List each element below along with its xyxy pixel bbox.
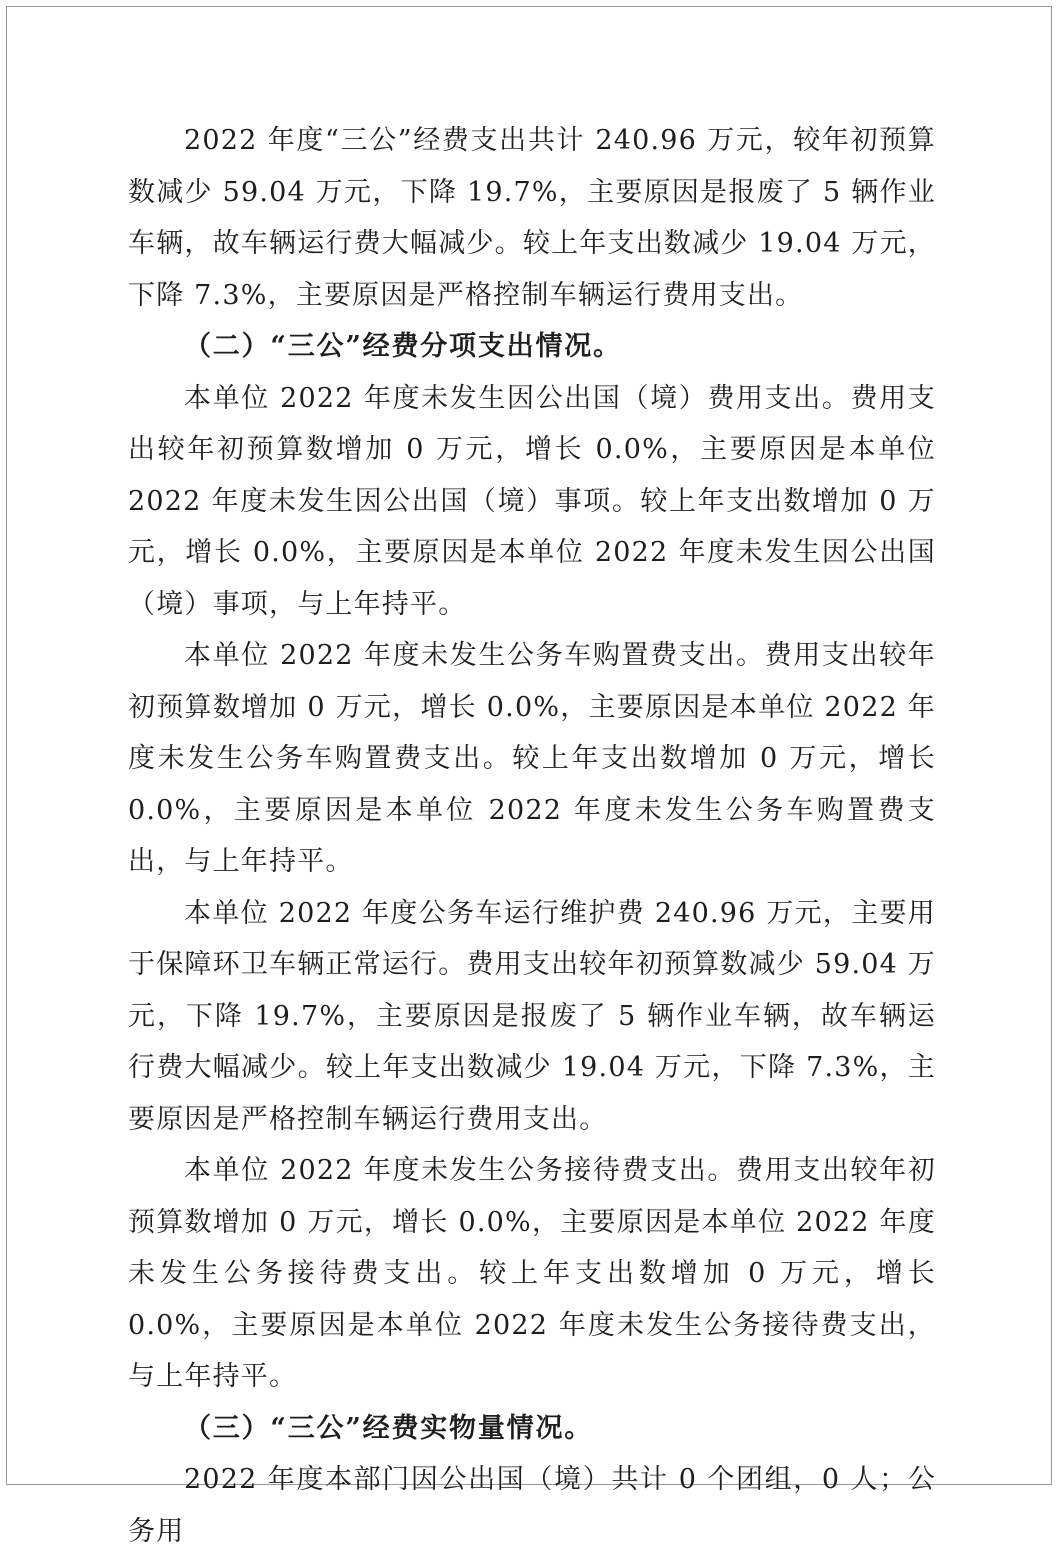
section-heading-itemized-expenditure: （二）“三公”经费分项支出情况。: [184, 331, 622, 362]
paragraph-physical-quantity: 2022 年度本部门因公出国（境）共计 0 个团组，0 人；公务用: [128, 1464, 936, 1547]
paragraph-vehicle-purchase: 本单位 2022 年度未发生公务车购置费支出。费用支出较年初预算数增加 0 万元，增长 0.0%，主要原因是本单位 2022 年度未发生公务车购置费支出。较上年支出数增加 0 万元，增长 0.0%，主要原因是本单位 2022 年度未发生公务车购置费支出，与上年持平。: [128, 640, 936, 877]
section-heading-physical-quantity: （三）“三公”经费实物量情况。: [184, 1412, 594, 1444]
paragraph-vehicle-maintenance: 本单位 2022 年度公务车运行维护费 240.96 万元，主要用于保障环卫车辆正常运行。费用支出较年初预算数减少 59.04 万元，下降 19.7%，主要原因是报废了 5 辆作业车辆，故车辆运行费大幅减少。较上年支出数减少 19.04 万元，下降 7.3%，主要原因是严格控制车辆运行费用支出。: [128, 897, 936, 1135]
document-body: [128, 115, 936, 1557]
document-page: [6, 6, 1052, 1547]
paragraph-overseas-travel: 本单位 2022 年度未发生因公出国（境）费用支出。费用支出较年初预算数增加 0 万元，增长 0.0%，主要原因是本单位 2022 年度未发生因公出国（境）事项。较上年支出数增加 0 万元，增长 0.0%，主要原因是本单位 2022 年度未发生因公出国（境）事项，与上年持平。: [128, 382, 936, 620]
paragraph-official-reception: 本单位 2022 年度未发生公务接待费支出。费用支出较年初预算数增加 0 万元，增长 0.0%，主要原因是本单位 2022 年度未发生公务接待费支出。较上年支出数增加 0 万元，增长 0.0%，主要原因是本单位 2022 年度未发生公务接待费支出，与上年持平。: [128, 1155, 936, 1392]
paragraph-total-expenditure: 2022 年度“三公”经费支出共计 240.96 万元，较年初预算数减少 59.04 万元，下降 19.7%，主要原因是报废了 5 辆作业车辆，故车辆运行费大幅减少。较上年支出数减少 19.04 万元，下降 7.3%，主要原因是严格控制车辆运行费用支出。: [128, 125, 936, 311]
